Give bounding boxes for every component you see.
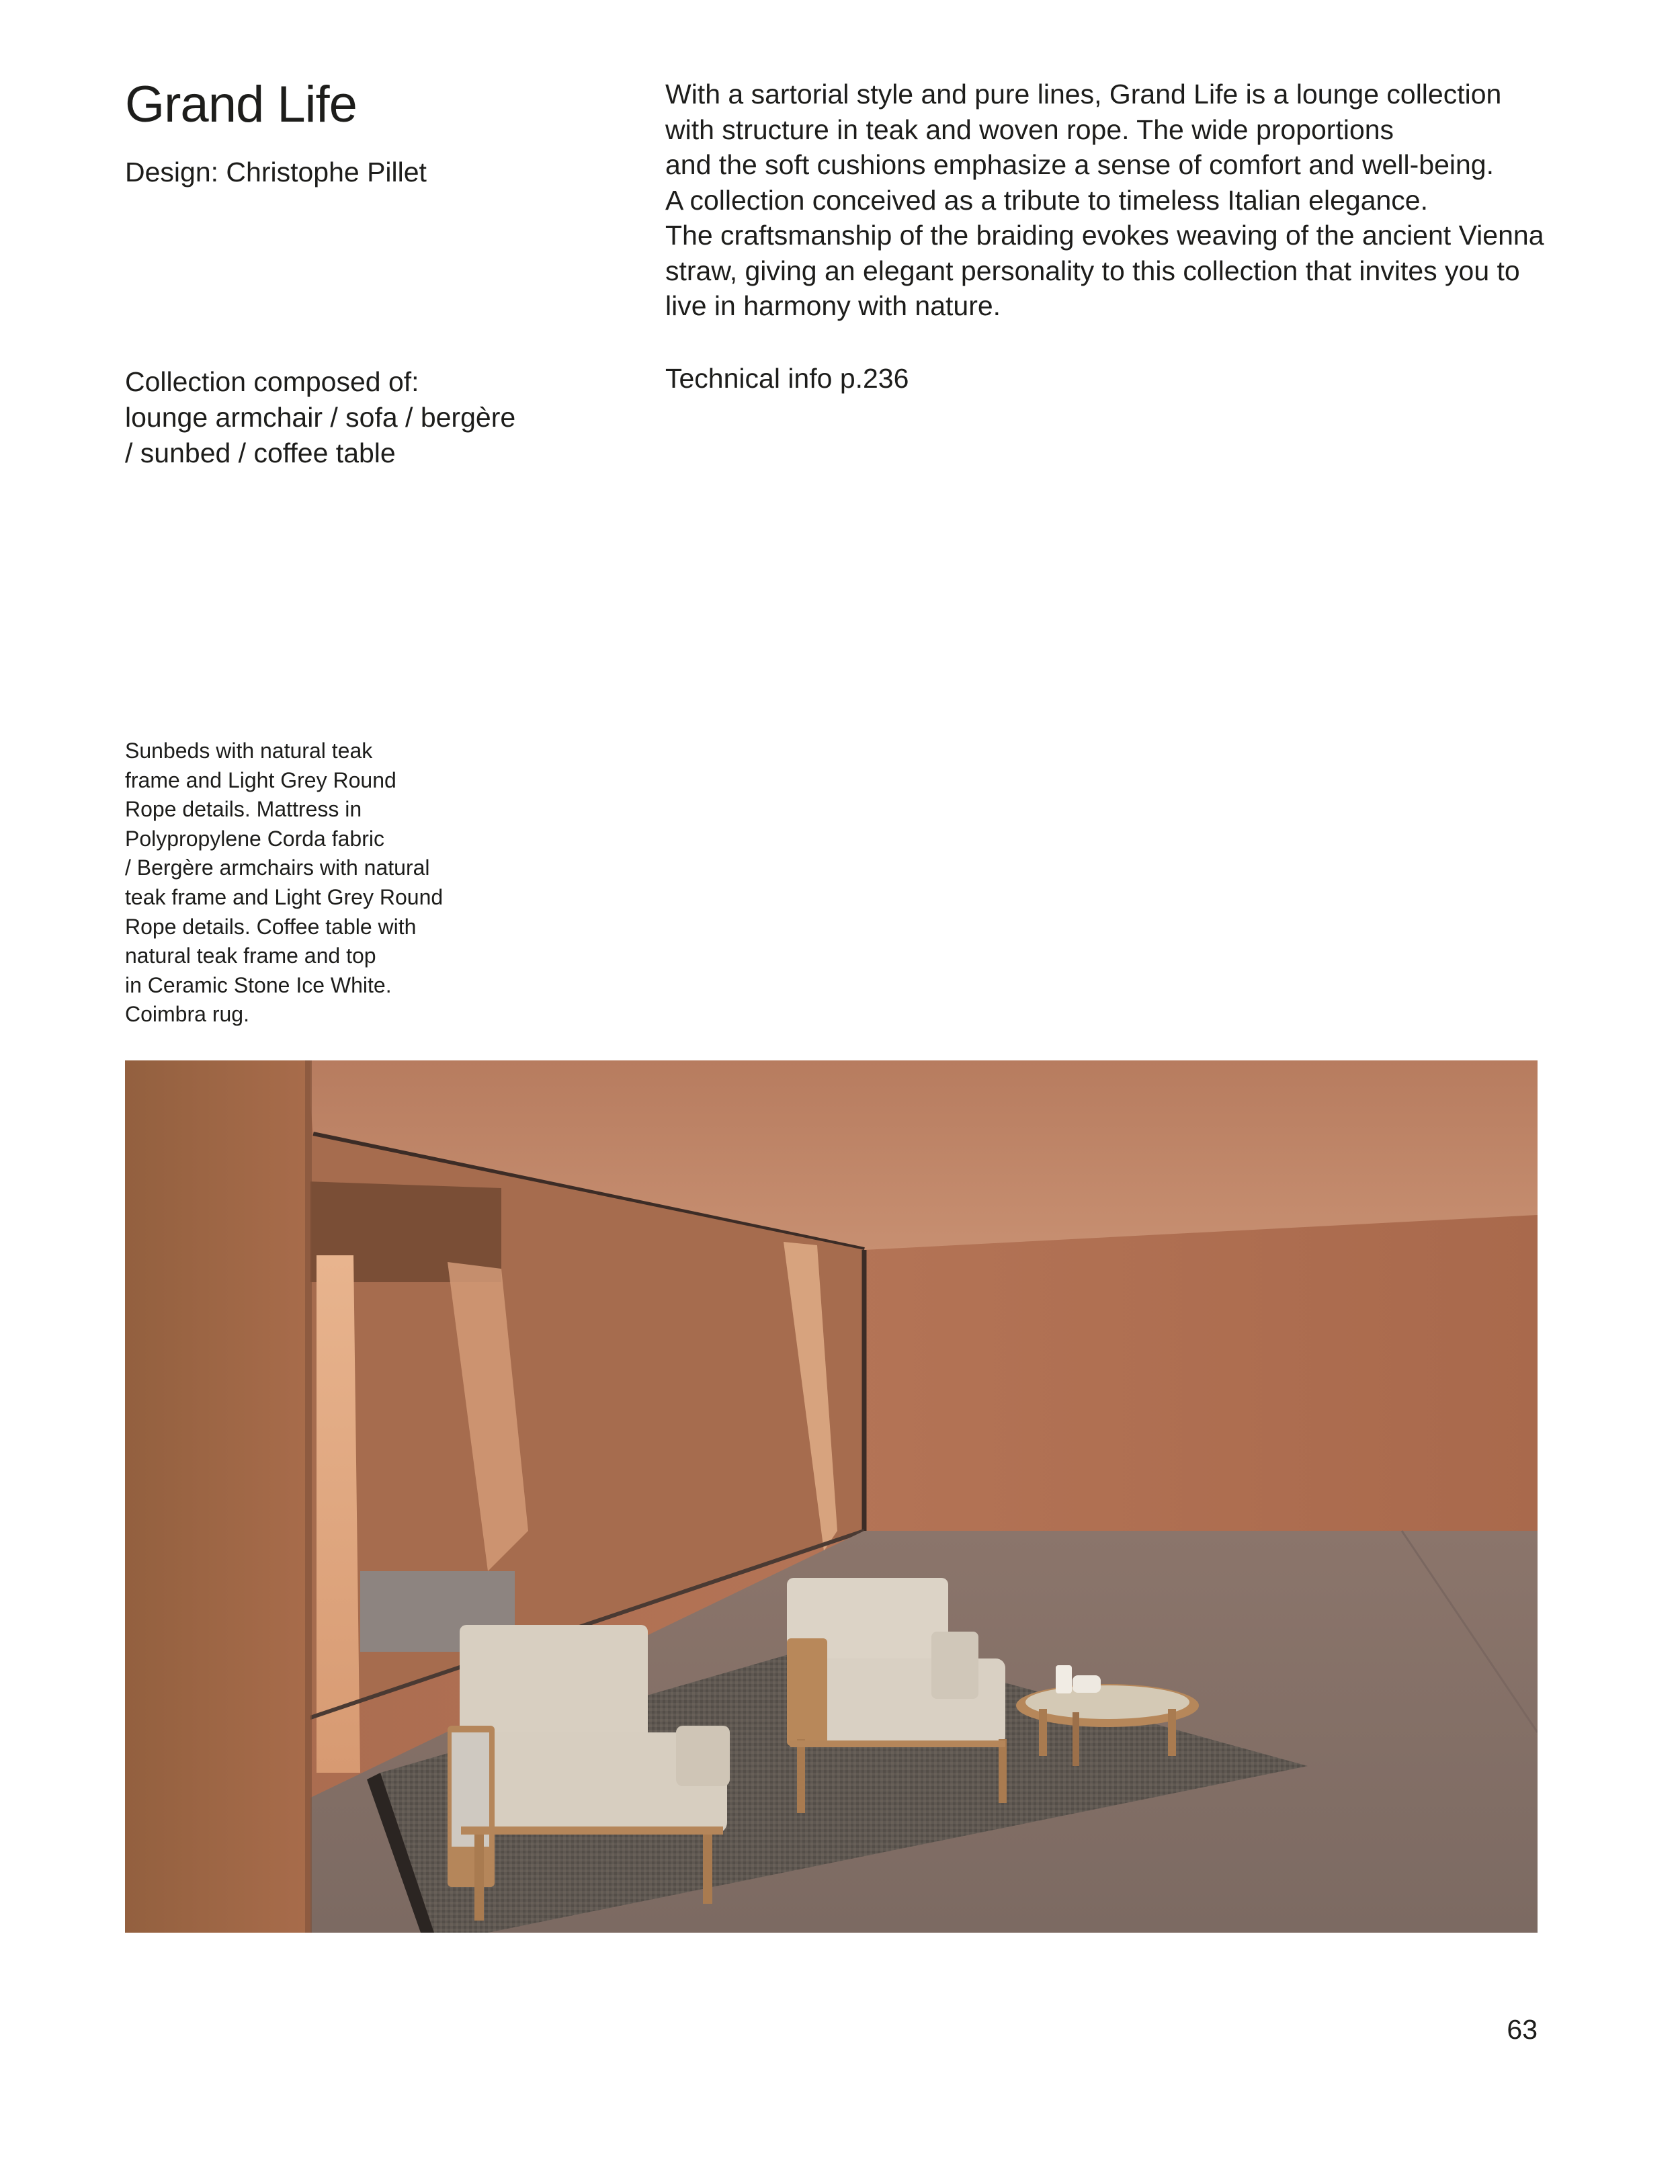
photo-caption: [125, 737, 443, 1030]
white-bowl: [1073, 1675, 1101, 1693]
designer-credit: Design: Christophe Pillet: [125, 157, 427, 187]
caption-line: Sunbeds with natural teak: [125, 739, 373, 763]
earthen-pillar: [125, 1060, 310, 1933]
description-line: and the soft cushions emphasize a sense of comfort and well-being.: [665, 149, 1494, 180]
caption-line: / Bergère armchairs with natural: [125, 855, 430, 880]
collection-composition: Collection composed of: lounge armchair / sofa / bergère / sunbed / coffee table: [125, 366, 516, 468]
collection-description: [665, 77, 1552, 324]
pillar-edge: [305, 1060, 312, 1933]
caption-line: teak frame and Light Grey Round: [125, 884, 444, 909]
description-line: The craftsmanship of the braiding evokes weaving of the ancient Vienna: [665, 220, 1544, 251]
lifestyle-photo: [125, 1060, 1538, 1933]
light-shaft-left: [317, 1255, 360, 1773]
description-line: With a sartorial style and pure lines, Grand Life is a lounge collection: [665, 79, 1502, 110]
description-line: live in harmony with nature.: [665, 290, 1001, 321]
caption-line: Coimbra rug.: [125, 1002, 249, 1027]
description-line: straw, giving an elegant personality to this collection that invites you to: [665, 255, 1520, 286]
caption-line: in Ceramic Stone Ice White.: [125, 972, 392, 997]
description-line: A collection conceived as a tribute to timeless Italian elegance.: [665, 184, 1428, 216]
technical-info-reference: Technical info p.236: [665, 363, 909, 394]
page-number: 63: [1507, 2014, 1538, 2045]
caption-line: Rope details. Mattress in: [125, 797, 362, 822]
caption-line: frame and Light Grey Round: [125, 767, 396, 792]
caption-line: natural teak frame and top: [125, 943, 376, 968]
page-title: Grand Life: [125, 76, 357, 133]
caption-line: Polypropylene Corda fabric: [125, 826, 384, 851]
description-line: with structure in teak and woven rope. The wide proportions: [665, 114, 1394, 145]
caption-line: Rope details. Coffee table with: [125, 914, 417, 939]
white-vase: [1056, 1665, 1072, 1693]
interior-scene-illustration: [125, 1060, 1538, 1933]
